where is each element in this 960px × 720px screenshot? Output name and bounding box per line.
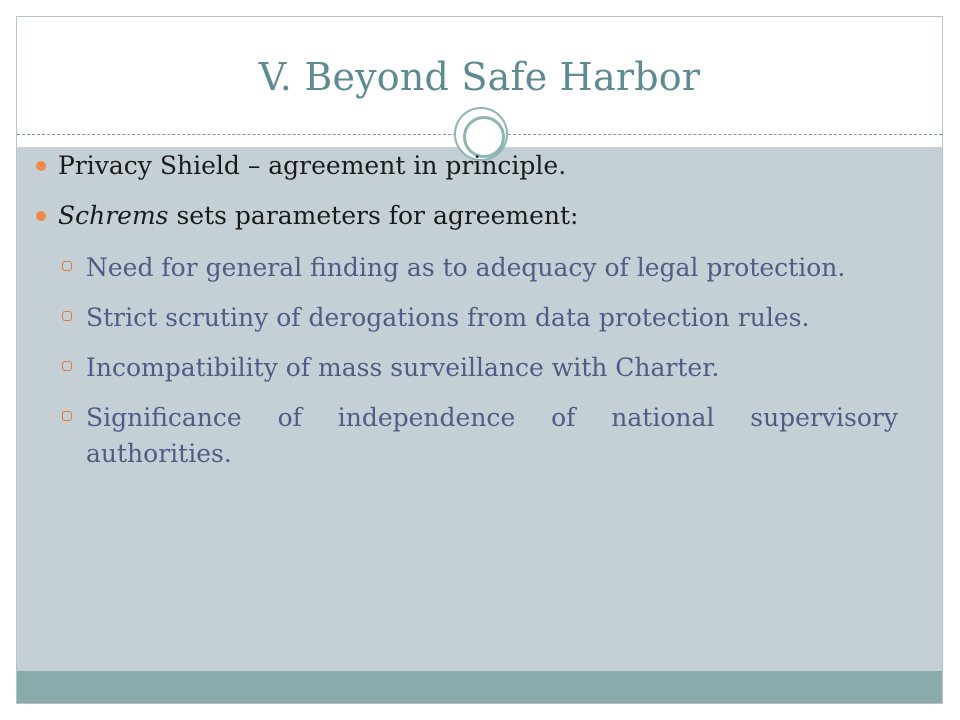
bullet-item: [36, 150, 898, 182]
slide-title: V. Beyond Safe Harbor: [258, 55, 701, 99]
square-bullet-icon: [62, 361, 72, 371]
bullet-text: Privacy Shield – agreement in principle.: [58, 151, 567, 180]
bullet-dot-icon: [36, 161, 46, 171]
bullet-text: sets parameters for agreement:: [168, 201, 579, 230]
bullet-item: [36, 200, 898, 232]
sub-bullet-item: [36, 400, 898, 472]
slide-content: [36, 150, 898, 486]
sub-bullet-text: Strict scrutiny of derogations from data protection rules.: [86, 303, 810, 332]
sub-bullet-item: [36, 350, 898, 386]
sub-bullet-item: [36, 300, 898, 336]
sub-bullet-text: Significance of independence of national supervisory authorities.: [86, 403, 898, 468]
sub-bullet-text: Incompatibility of mass surveillance with Charter.: [86, 353, 720, 382]
square-bullet-icon: [62, 311, 72, 321]
sub-bullet-item: [36, 250, 898, 286]
square-bullet-icon: [62, 411, 72, 421]
sub-bullet-text: Need for general finding as to adequacy of legal protection.: [86, 253, 846, 282]
square-bullet-icon: [62, 261, 72, 271]
bullet-dot-icon: [36, 211, 46, 221]
bullet-italic-text: Schrems: [58, 201, 169, 230]
bottom-bar: [17, 671, 942, 704]
